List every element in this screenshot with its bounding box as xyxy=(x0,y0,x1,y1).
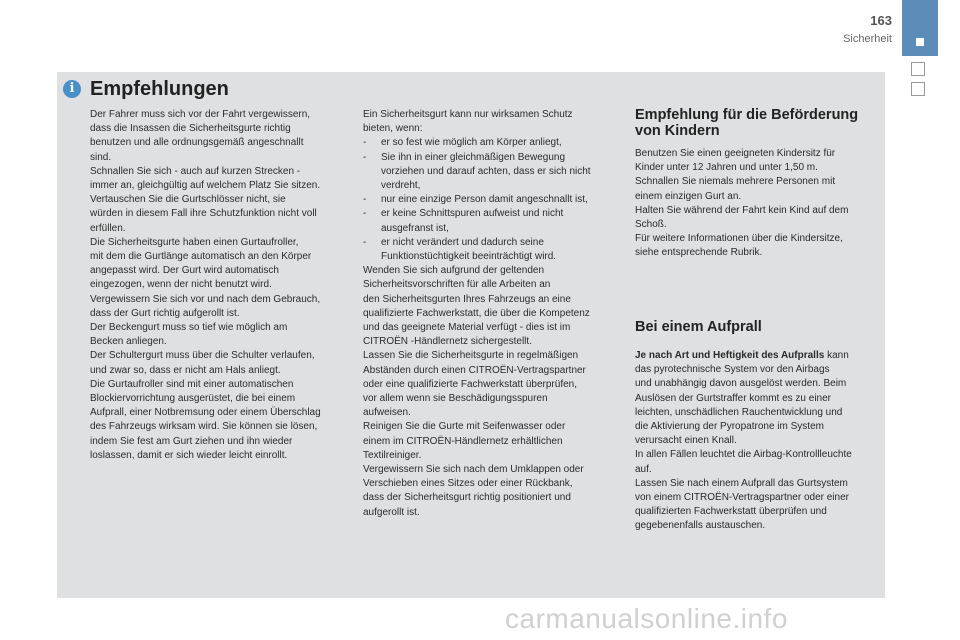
bullet-item xyxy=(363,236,623,250)
bullet-mark: - xyxy=(363,208,367,220)
text-line: Vergewissern Sie sich vor und nach dem Gebrauch, xyxy=(90,293,321,305)
bullet-text: nur eine einzige Person damit angeschnallt ist, xyxy=(381,194,588,206)
bullet-item xyxy=(363,179,623,193)
bullet-item xyxy=(363,165,623,179)
chapter-tab xyxy=(902,0,938,56)
bullet-text: Sie ihn in einer gleichmäßigen Bewegung xyxy=(381,151,566,163)
text-line: erfüllen. xyxy=(90,222,126,234)
text-line: Halten Sie während der Fahrt kein Kind auf dem xyxy=(635,204,849,216)
text-line: Schnallen Sie sich - auch auf kurzen Strecken - xyxy=(90,165,301,177)
text-line: bieten, wenn: xyxy=(363,123,423,135)
bullet-mark: - xyxy=(363,194,367,206)
text-line: oder eine qualifizierte Fachwerkstatt überprüfen, xyxy=(363,378,578,390)
text-line: Schoß. xyxy=(635,219,667,231)
heading-line: Empfehlung für die Beförderung xyxy=(635,107,859,123)
text-line: CITROËN -Händlernetz sichergestellt. xyxy=(363,336,532,348)
tab-marker xyxy=(916,38,924,46)
crash-heading: Bei einem Aufprall xyxy=(635,319,762,335)
text-line: aufweisen. xyxy=(363,407,411,419)
text-line: würden in diesem Fall ihre Schutzfunktion nicht voll xyxy=(90,208,317,220)
text-line: angepasst wird. Der Gurt wird automatisch xyxy=(90,265,279,277)
text-line: leichten, unschädlichen Rauchentwicklung und xyxy=(635,406,843,418)
text-line: Der Fahrer muss sich vor der Fahrt vergewissern, xyxy=(90,109,311,120)
text-line: Vertauschen Sie die Gurtschlösser nicht, sie xyxy=(90,194,286,206)
text-line: Blockiervorrichtung ausgerüstet, die bei einem xyxy=(90,393,296,405)
crash-text xyxy=(635,349,875,534)
text-line: Lassen Sie nach einem Aufprall das Gurtsystem xyxy=(635,477,848,489)
page-title: Empfehlungen xyxy=(90,78,229,100)
text-line: Aufprall, einer Notbremsung oder einem Überschlag xyxy=(90,407,321,419)
text-line: In allen Fällen leuchtet die Airbag-Kontrollleuchte xyxy=(635,449,852,461)
text-line: verursacht einen Knall. xyxy=(635,435,737,447)
text-line: Wenden Sie sich aufgrund der geltenden xyxy=(363,265,545,277)
bullet-item xyxy=(363,136,623,150)
text-line: vor allem wenn sie Beschädigungsspuren xyxy=(363,393,548,405)
bullet-text: Funktionstüchtigkeit beeinträchtigt wird. xyxy=(381,251,557,263)
text-line: einem im CITROËN-Händlernetz erhältlichen xyxy=(363,435,563,447)
kids-text xyxy=(635,147,875,261)
bullet-mark: - xyxy=(363,137,367,149)
text-line: Vergewissern Sie sich nach dem Umklappen oder xyxy=(363,464,584,476)
text-line: und unabhängig davon ausgelöst werden. Beim xyxy=(635,378,847,390)
crash-lead-bold: Je nach Art und Heftigkeit des Aufpralls xyxy=(635,350,825,361)
bullet-mark: - xyxy=(363,151,367,163)
bullet-mark xyxy=(363,250,381,264)
info-icon: i xyxy=(63,80,81,98)
text-line: aufgerollt ist. xyxy=(363,506,420,518)
bullet-mark xyxy=(363,179,381,193)
column-1 xyxy=(90,108,355,463)
text-line: Abständen durch einen CITROËN-Vertragspartner xyxy=(363,364,586,376)
text-line: Schnallen Sie niemals mehrere Personen mit xyxy=(635,176,836,188)
text-line: Becken anliegen. xyxy=(90,336,167,348)
bullet-mark xyxy=(363,165,381,179)
text-line: dass die Insassen die Sicherheitsgurte richtig xyxy=(90,123,291,135)
chapter-tab-empty-1 xyxy=(911,62,925,76)
text-line: die Aktivierung der Pyropatrone im System xyxy=(635,421,824,433)
text-line: Die Sicherheitsgurte haben einen Gurtaufroller, xyxy=(90,236,299,248)
text-line: des Fahrzeugs wirksam wird. Sie können sie lösen, xyxy=(90,421,318,433)
text-line: Textilreiniger. xyxy=(363,449,422,461)
text-line: Ein Sicherheitsgurt kann nur wirksamen Schutz xyxy=(363,109,573,120)
text-line: Für weitere Informationen über die Kindersitze, xyxy=(635,233,843,245)
text-line: Verschieben eines Sitzes oder einer Rückbank, xyxy=(363,478,573,490)
text-line: das pyrotechnische System vor den Airbags xyxy=(635,364,830,376)
bullet-mark xyxy=(363,222,381,236)
text-line: Der Beckengurt muss so tief wie möglich am xyxy=(90,322,288,334)
text-line: dass der Gurt richtig aufgerollt ist. xyxy=(90,307,240,319)
bullet-mark: - xyxy=(363,236,367,248)
text-line: und das geeignete Material verfügt - dies ist im xyxy=(363,322,571,334)
kids-heading xyxy=(635,107,875,139)
text-line: Benutzen Sie einen geeigneten Kindersitz für xyxy=(635,148,836,159)
text-line: indem Sie fest am Gurt ziehen und ihn wieder xyxy=(90,435,293,447)
text-line: Lassen Sie die Sicherheitsgurte in regelmäßigen xyxy=(363,350,579,362)
bullet-item xyxy=(363,222,623,236)
text-line: qualifizierte Fachwerkstatt, die über die Kompetenz xyxy=(363,307,590,319)
text-line: immer an, gleichgültig auf welchem Platz Sie sitzen. xyxy=(90,180,321,192)
heading-line: von Kindern xyxy=(635,123,720,139)
text-line: qualifizierten Fachwerkstatt überprüfen und xyxy=(635,506,827,518)
text-line: benutzen und alle ordnungsgemäß angeschnallt xyxy=(90,137,304,149)
text-line: eingezogen, wenn der nicht benutzt wird. xyxy=(90,279,272,291)
bullet-text: verdreht, xyxy=(381,180,421,192)
page-number: 163 xyxy=(870,13,892,28)
chapter-tab-empty-2 xyxy=(911,82,925,96)
text-line: den Sicherheitsgurten Ihres Fahrzeugs an eine xyxy=(363,293,571,305)
text-line: Auslösen der Gurtstraffer kommt es zu einer xyxy=(635,392,832,404)
text-line: von einem CITROËN-Vertragspartner oder einer xyxy=(635,492,849,504)
crash-lead-rest: kann xyxy=(824,350,849,361)
bullet-text: ausgefranst ist, xyxy=(381,222,449,234)
bullet-text: er keine Schnittspuren aufweist und nicht xyxy=(381,208,564,220)
text-line: loslassen, damit er sich wieder leicht einrollt. xyxy=(90,449,288,461)
text-line: sind. xyxy=(90,151,112,163)
bullet-text: er nicht verändert und dadurch seine xyxy=(381,236,544,248)
column-2 xyxy=(363,108,623,520)
text-line: einem einzigen Gurt an. xyxy=(635,190,742,202)
bullet-text: vorziehen und darauf achten, dass er sich nicht xyxy=(381,165,591,177)
bullet-item xyxy=(363,207,623,221)
text-line: Reinigen Sie die Gurte mit Seifenwasser oder xyxy=(363,421,566,433)
bullet-text: er so fest wie möglich am Körper anliegt, xyxy=(381,137,562,149)
text-line: Die Gurtaufroller sind mit einer automatischen xyxy=(90,378,294,390)
text-line: Sicherheitsvorschriften für alle Arbeiten an xyxy=(363,279,551,291)
section-title: Sicherheit xyxy=(843,33,892,45)
text-line: auf. xyxy=(635,463,652,475)
text-line: gegebenenfalls austauschen. xyxy=(635,520,766,532)
text-line: mit dem die Gurtlänge automatisch an den Körper xyxy=(90,251,312,263)
text-line: Der Schultergurt muss über die Schulter verlaufen, xyxy=(90,350,315,362)
text-line: und zwar so, dass er nicht am Hals anliegt. xyxy=(90,364,281,376)
bullet-item xyxy=(363,250,623,264)
watermark: carmanualsonline.info xyxy=(505,603,788,634)
text-line: Kinder unter 12 Jahren und unter 1,50 m. xyxy=(635,162,818,174)
bullet-item xyxy=(363,193,623,207)
text-line: siehe entsprechende Rubrik. xyxy=(635,247,763,259)
text-line: dass der Sicherheitsgurt richtig positioniert und xyxy=(363,492,571,504)
bullet-item xyxy=(363,151,623,165)
